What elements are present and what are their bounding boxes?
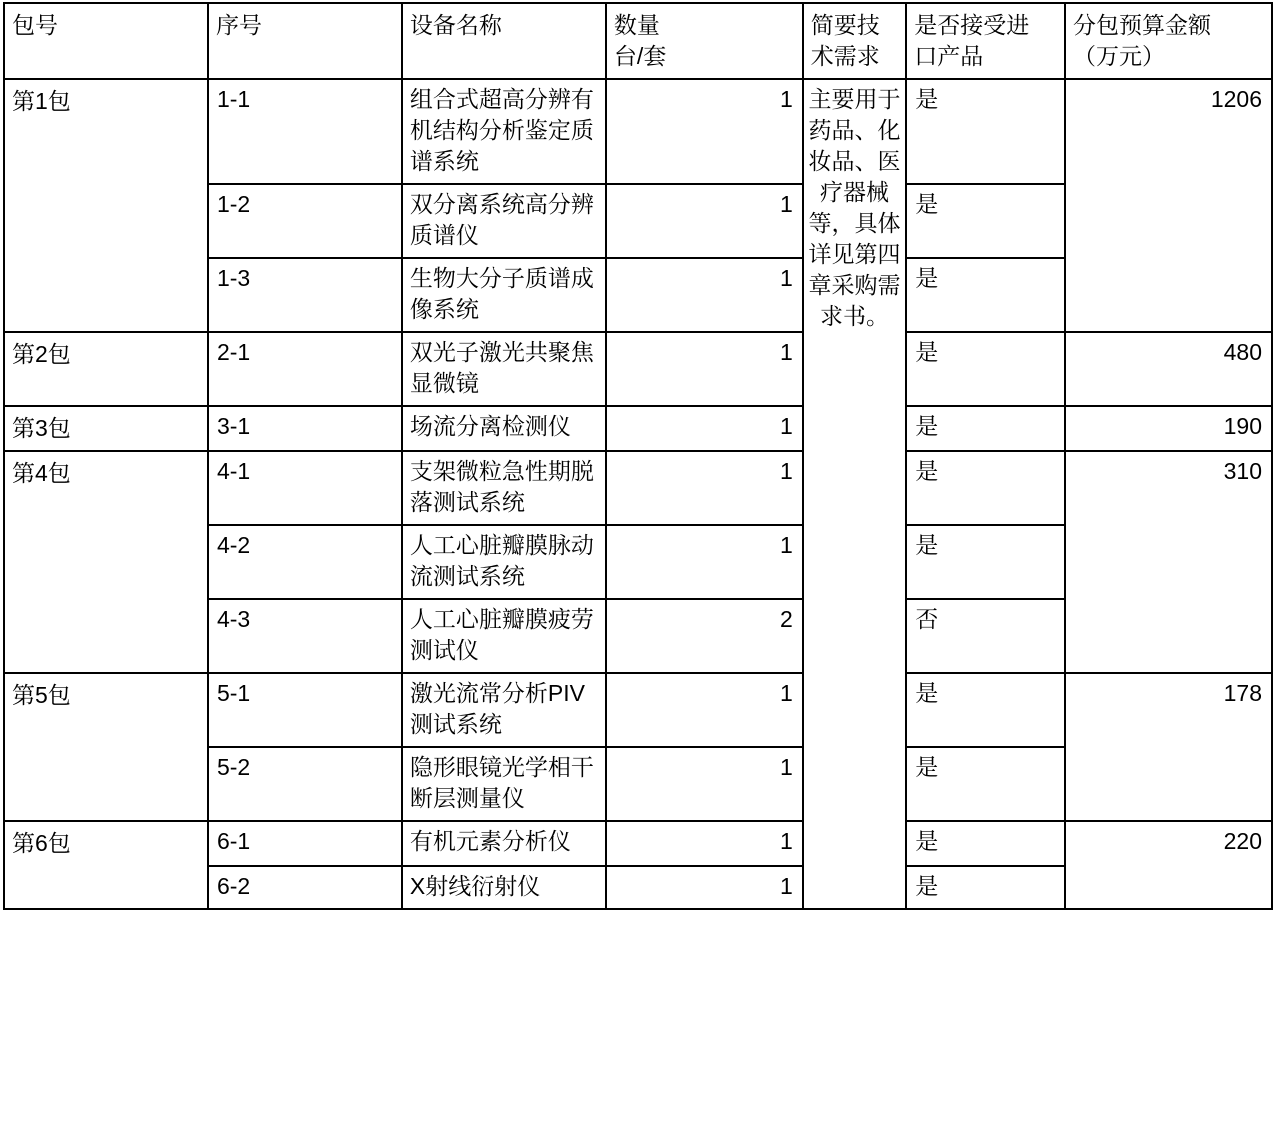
- seq-label: 5-2: [216, 754, 251, 780]
- equipment-cell: [402, 79, 606, 184]
- import-cell: [906, 184, 1065, 258]
- seq-label: 1-2: [216, 191, 251, 217]
- seq-cell: [208, 821, 402, 866]
- seq-cell: [208, 599, 402, 673]
- seq-label: 5-1: [216, 680, 251, 706]
- quantity-cell: [606, 673, 803, 747]
- quantity-label: 1: [779, 413, 793, 439]
- equipment-label: 场流分离检测仪: [409, 413, 571, 439]
- seq-label: 4-3: [216, 606, 251, 632]
- seq-label: 1-3: [216, 265, 251, 291]
- equipment-label: 组合式超高分辨有机结构分析鉴定质谱系统: [409, 86, 594, 174]
- import-label: 是: [915, 532, 939, 558]
- header-package: [4, 3, 208, 79]
- equipment-cell: [402, 866, 606, 909]
- package-cell: [4, 451, 208, 673]
- equipment-label: 生物大分子质谱成像系统: [409, 265, 594, 322]
- equipment-cell: [402, 184, 606, 258]
- quantity-label: 1: [779, 265, 793, 291]
- quantity-cell: [606, 525, 803, 599]
- equipment-cell: [402, 673, 606, 747]
- equipment-label: 隐形眼镜光学相干断层测量仪: [409, 754, 594, 811]
- seq-cell: [208, 332, 402, 406]
- package-label: 第4包: [12, 460, 71, 486]
- tech-requirement-text: 主要用于药品、化妆品、医疗器械等，具体详见第四章采购需求书。: [808, 86, 901, 329]
- equipment-label: 有机元素分析仪: [409, 828, 571, 854]
- header-budget-label-line1: 分包预算金额: [1072, 12, 1211, 38]
- seq-cell: [208, 184, 402, 258]
- equipment-cell: [402, 525, 606, 599]
- quantity-cell: [606, 332, 803, 406]
- budget-label: 190: [1223, 413, 1262, 439]
- seq-cell: [208, 673, 402, 747]
- header-quantity: [606, 3, 803, 79]
- table-row: [4, 821, 1272, 866]
- quantity-label: 1: [779, 86, 793, 112]
- header-quantity-label-line2: 台/套: [613, 43, 667, 69]
- seq-label: 2-1: [216, 339, 251, 365]
- equipment-label: 双光子激光共聚焦显微镜: [409, 339, 594, 396]
- import-cell: [906, 406, 1065, 451]
- seq-cell: [208, 866, 402, 909]
- package-label: 第6包: [12, 830, 71, 856]
- quantity-cell: [606, 406, 803, 451]
- equipment-cell: [402, 747, 606, 821]
- equipment-cell: [402, 821, 606, 866]
- header-equipment-label: 设备名称: [409, 12, 502, 38]
- header-budget: [1065, 3, 1272, 79]
- package-label: 第1包: [12, 88, 71, 114]
- quantity-label: 1: [779, 191, 793, 217]
- header-equipment: [402, 3, 606, 79]
- seq-label: 4-1: [216, 458, 251, 484]
- quantity-cell: [606, 747, 803, 821]
- table-row: [4, 673, 1272, 747]
- import-label: 是: [915, 458, 939, 484]
- budget-label: 178: [1223, 680, 1262, 706]
- import-cell: [906, 866, 1065, 909]
- header-tech: [803, 3, 906, 79]
- equipment-label: 支架微粒急性期脱落测试系统: [409, 458, 594, 515]
- equipment-label: 双分离系统高分辨质谱仪: [409, 191, 594, 248]
- quantity-cell: [606, 821, 803, 866]
- equipment-label: 人工心脏瓣膜疲劳测试仪: [409, 606, 594, 663]
- budget-label: 1206: [1210, 86, 1262, 112]
- import-cell: [906, 258, 1065, 332]
- seq-label: 1-1: [216, 86, 251, 112]
- table-header-row: [4, 3, 1272, 79]
- procurement-package-table: [3, 2, 1273, 910]
- seq-cell: [208, 451, 402, 525]
- import-cell: [906, 332, 1065, 406]
- quantity-label: 1: [779, 532, 793, 558]
- header-seq: [208, 3, 402, 79]
- quantity-cell: [606, 79, 803, 184]
- header-tech-label-line2: 术需求: [810, 43, 880, 69]
- quantity-label: 1: [779, 458, 793, 484]
- table-row: [4, 406, 1272, 451]
- import-label: 是: [915, 873, 939, 899]
- package-label: 第5包: [12, 682, 71, 708]
- equipment-label: X射线衍射仪: [409, 873, 541, 899]
- header-import: [906, 3, 1065, 79]
- equipment-cell: [402, 451, 606, 525]
- seq-cell: [208, 258, 402, 332]
- quantity-cell: [606, 451, 803, 525]
- equipment-cell: [402, 332, 606, 406]
- quantity-label: 1: [779, 754, 793, 780]
- header-tech-label-line1: 简要技: [810, 12, 880, 38]
- import-label: 是: [915, 265, 939, 291]
- budget-cell: [1065, 451, 1272, 673]
- import-cell: [906, 79, 1065, 184]
- import-label: 是: [915, 828, 939, 854]
- seq-label: 3-1: [216, 413, 251, 439]
- package-cell: [4, 821, 208, 909]
- budget-label: 310: [1223, 458, 1262, 484]
- quantity-cell: [606, 258, 803, 332]
- import-cell: [906, 821, 1065, 866]
- import-cell: [906, 525, 1065, 599]
- seq-cell: [208, 525, 402, 599]
- package-cell: [4, 332, 208, 406]
- import-cell: [906, 599, 1065, 673]
- seq-label: 4-2: [216, 532, 251, 558]
- header-package-label: 包号: [12, 12, 58, 38]
- budget-cell: [1065, 821, 1272, 909]
- seq-label: 6-2: [216, 873, 251, 899]
- header-import-label-line2: 口产品: [914, 43, 984, 69]
- seq-cell: [208, 79, 402, 184]
- budget-cell: [1065, 406, 1272, 451]
- import-label: 是: [915, 680, 939, 706]
- quantity-label: 1: [779, 873, 793, 899]
- import-cell: [906, 451, 1065, 525]
- import-label: 是: [915, 191, 939, 217]
- import-label: 是: [915, 754, 939, 780]
- equipment-cell: [402, 258, 606, 332]
- import-label: 是: [915, 339, 939, 365]
- quantity-cell: [606, 866, 803, 909]
- table-row: [4, 451, 1272, 525]
- equipment-cell: [402, 406, 606, 451]
- import-label: 是: [915, 86, 939, 112]
- header-seq-label: 序号: [215, 12, 262, 38]
- header-import-label-line1: 是否接受进: [914, 12, 1030, 38]
- quantity-cell: [606, 184, 803, 258]
- equipment-label: 激光流常分析PIV测试系统: [409, 680, 585, 737]
- header-budget-label-line2: （万元）: [1072, 43, 1165, 69]
- equipment-cell: [402, 599, 606, 673]
- import-label: 是: [915, 413, 939, 439]
- quantity-label: 1: [779, 339, 793, 365]
- package-label: 第2包: [12, 341, 71, 367]
- quantity-label: 1: [779, 828, 793, 854]
- budget-label: 480: [1223, 339, 1262, 365]
- package-label: 第3包: [12, 415, 71, 441]
- seq-cell: [208, 747, 402, 821]
- budget-cell: [1065, 79, 1272, 332]
- package-cell: [4, 79, 208, 332]
- quantity-cell: [606, 599, 803, 673]
- seq-label: 6-1: [216, 828, 251, 854]
- budget-cell: [1065, 332, 1272, 406]
- quantity-label: 1: [779, 680, 793, 706]
- header-quantity-label-line1: 数量: [613, 12, 660, 38]
- import-cell: [906, 747, 1065, 821]
- package-cell: [4, 673, 208, 821]
- budget-label: 220: [1223, 828, 1262, 854]
- table-row: [4, 332, 1272, 406]
- tech-requirement-cell: [803, 79, 906, 909]
- table-row: [4, 79, 1272, 184]
- package-cell: [4, 406, 208, 451]
- budget-cell: [1065, 673, 1272, 821]
- import-label: 否: [915, 606, 939, 632]
- seq-cell: [208, 406, 402, 451]
- equipment-label: 人工心脏瓣膜脉动流测试系统: [409, 532, 594, 589]
- import-cell: [906, 673, 1065, 747]
- quantity-label: 2: [779, 606, 793, 632]
